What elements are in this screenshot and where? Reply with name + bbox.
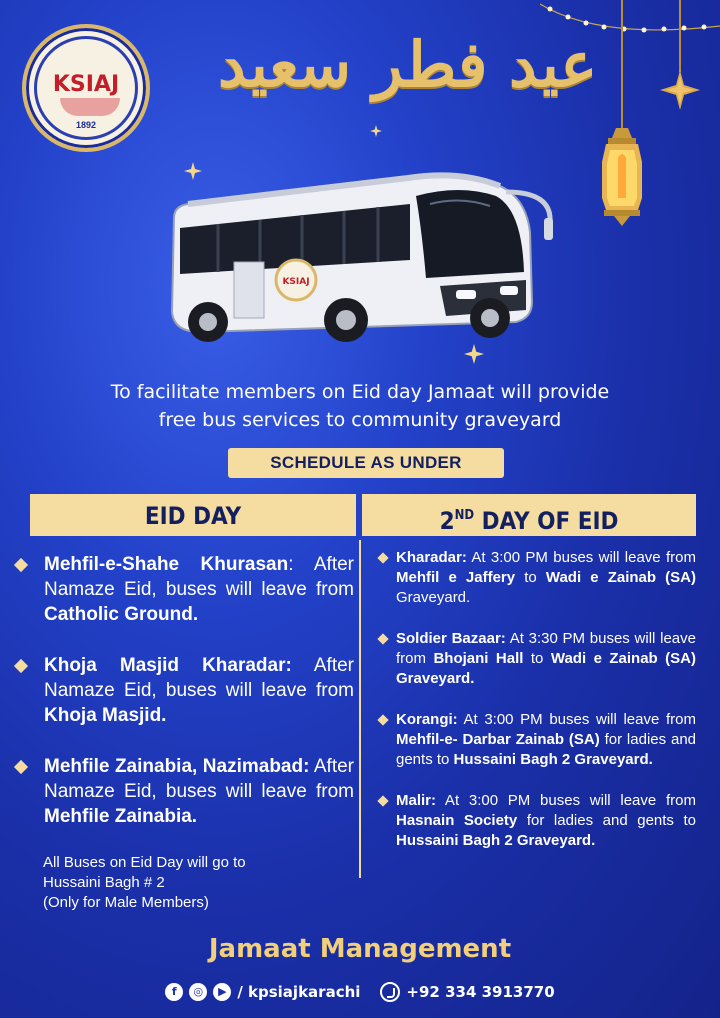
list-item [16,754,354,829]
destination: Hussaini Bagh 2 Graveyard. [453,751,653,768]
diamond-bullet-icon [14,659,28,673]
departure-point: Mehfil-e- Darbar Zainab (SA) [396,731,600,748]
item-text: for ladies and gents to [517,812,696,829]
list-item [378,629,696,689]
star-chain [679,0,681,72]
youtube-icon[interactable]: ▶ [213,983,231,1001]
departure-point: Mehfile Zainabia. [44,806,198,827]
phone-number[interactable]: +92 334 3913770 [406,983,555,1001]
diamond-bullet-icon [377,714,388,725]
facebook-icon[interactable]: f [165,983,183,1001]
location-name: Malir: [396,792,437,809]
list-item [378,710,696,770]
instagram-icon[interactable]: ◎ [189,983,207,1001]
item-text: : After Namaze Eid, buses will leave from [44,554,354,600]
destination: Hussaini Bagh 2 Graveyard. [396,832,596,849]
list-item [378,548,696,608]
location-name: Kharadar: [396,549,467,566]
diamond-bullet-icon [14,760,28,774]
eid-day-note [43,853,343,913]
schedule-label: SCHEDULE AS UNDER [228,448,504,478]
location-name: Mehfil-e-Shahe Khurasan [44,554,289,575]
whatsapp-icon[interactable] [380,982,400,1002]
departure-point: Bhojani Hall [433,650,524,667]
intro-line-2: free bus services to community graveyard [158,409,562,431]
destination: Wadi e Zainab (SA) [545,569,696,586]
departure-point: Hasnain Society [396,812,518,829]
lantern-chain [621,0,623,130]
second-day-heading [362,494,696,536]
intro-line-1: To facilitate members on Eid day Jamaat will provide [110,381,610,403]
svg-text:KSIAJ: KSIAJ [282,277,310,287]
departure-point: Mehfil e Jaffery [396,569,516,586]
list-item [378,791,696,851]
note-line-3: (Only for Male Members) [43,894,209,911]
item-text: After Namaze Eid, buses will leave from [44,655,354,701]
item-text: After Namaze Eid, buses will leave from [44,756,355,802]
second-day-heading-rest: DAY OF EID [474,507,619,535]
eid-day-list [16,552,354,855]
column-divider [359,540,361,878]
hanging-star-icon [660,70,700,110]
second-day-list [378,548,696,872]
bus-illustration [160,162,560,352]
location-name: Korangi: [396,711,458,728]
ksiaj-logo [22,24,150,152]
footer-contact [0,978,720,1006]
list-item [16,653,354,728]
item-text: Graveyard. [396,589,471,606]
location-name: Khoja Masjid Kharadar: [44,655,292,676]
destination: Wadi e Zainab (SA) Graveyard. [396,650,696,687]
jamaat-management-signature: Jamaat Management [208,934,512,964]
logo-year: 1892 [75,120,97,130]
location-name: Soldier Bazaar: [396,630,506,647]
second-day-heading-sup: ND [454,508,475,523]
intro-text [40,378,680,434]
item-text: At 3:30 PM buses will leave from [396,630,696,667]
item-text: At 3:00 PM buses will leave from [436,792,696,809]
second-day-heading-num: 2 [439,507,455,535]
departure-point: Catholic Ground. [44,604,199,625]
item-text: At 3:00 PM buses will leave from [457,711,696,728]
eid-day-heading: EID DAY [30,494,356,536]
logo-brand-text: KSIAJ [52,72,120,97]
sparkle-icon [370,125,382,137]
eid-arabic-title: عيد فطر سعيد [218,28,598,101]
item-text: to [523,650,551,667]
item-text: At 3:00 PM buses will leave from [466,549,696,566]
list-item [16,552,354,627]
note-line-2: Hussaini Bagh # 2 [43,874,165,891]
diamond-bullet-icon [14,558,28,572]
item-text: to [515,569,546,586]
logo-hands-icon [60,98,120,116]
departure-point: Khoja Masjid. [44,705,167,726]
social-handle[interactable]: / kpsiajkarachi [237,983,361,1001]
diamond-bullet-icon [377,633,388,644]
diamond-bullet-icon [377,552,388,563]
location-name: Mehfile Zainabia, Nazimabad: [44,756,310,777]
note-line-1: All Buses on Eid Day will go to [43,854,246,871]
item-text: for ladies and gents to [396,731,696,768]
diamond-bullet-icon [377,795,388,806]
lantern-icon [598,128,646,226]
